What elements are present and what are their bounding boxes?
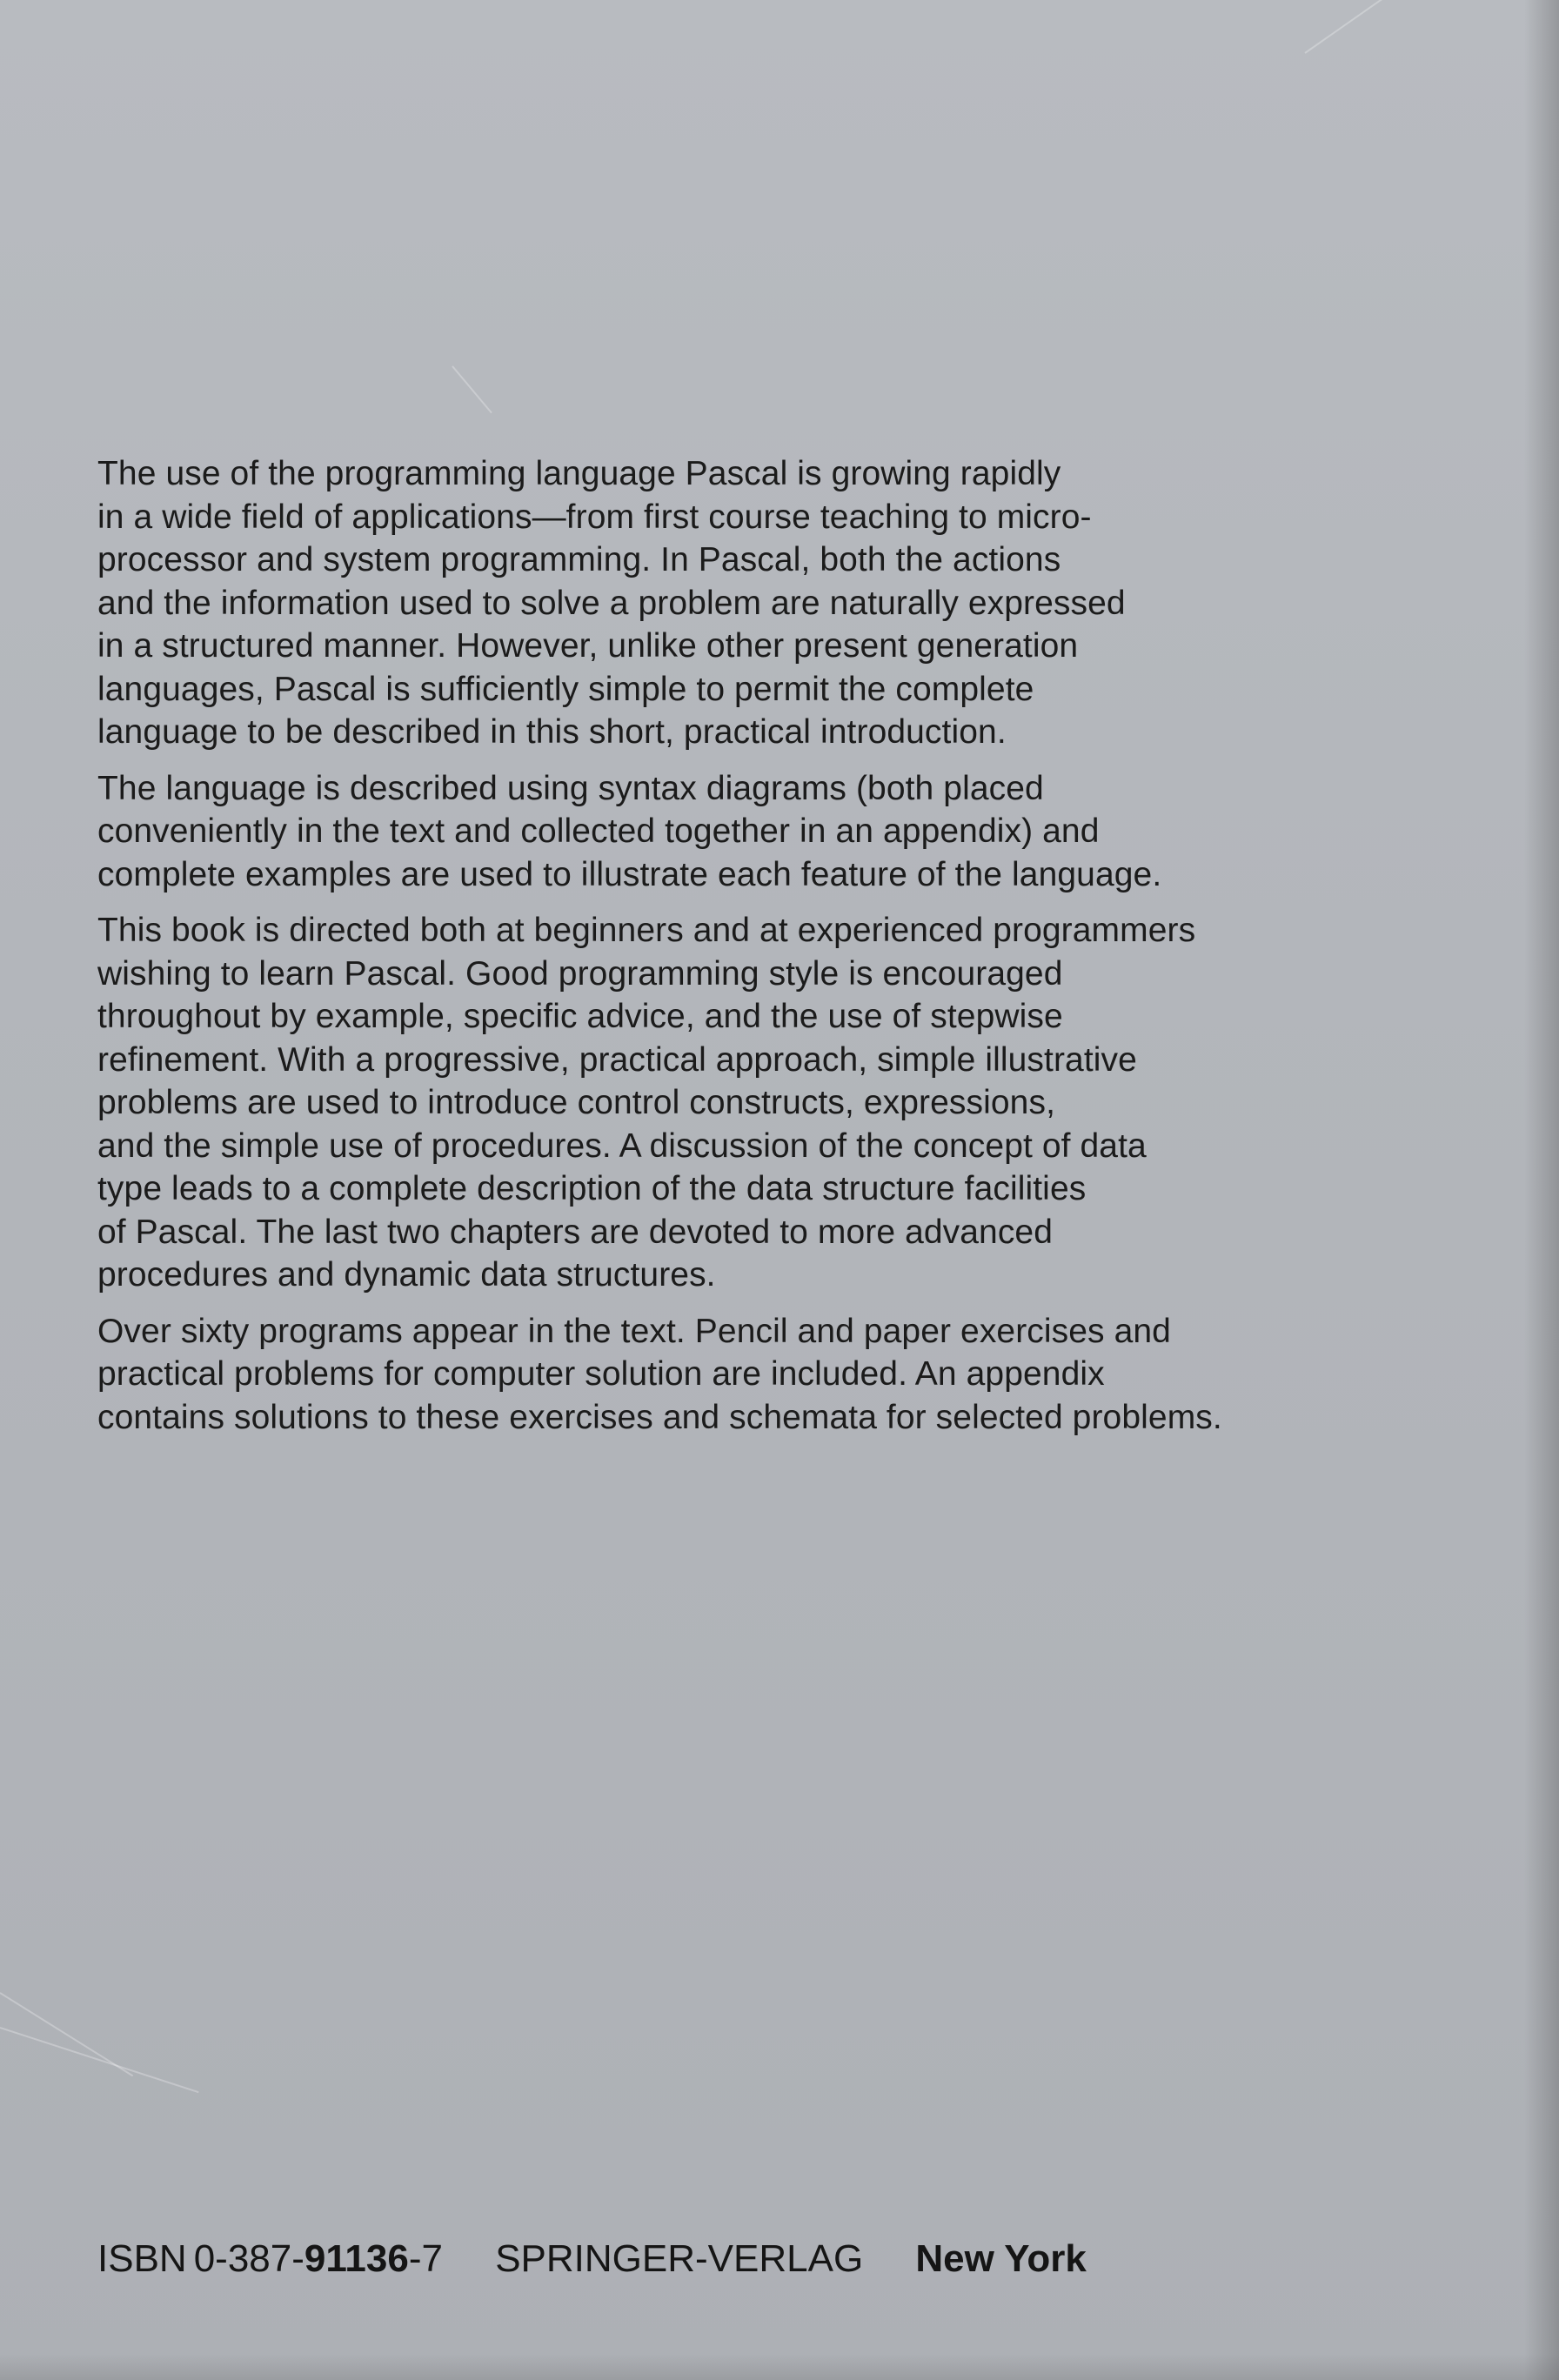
publisher-name: SPRINGER-VERLAG	[495, 2237, 864, 2280]
description-paragraph-3: This book is directed both at beginners and at experienced programmers wishing to learn Pascal. Good programming style is encouraged throughout by example, specific advice, and the use of stepwise refinement. With a progressive, practical approach, simple illustrative problems are used to introduce control constructs, expressions, and the simple use of procedures. A discussion of the concept of data type leads to a complete description of the data structure facilities of Pascal. The last two chapters are devoted to more advanced procedures and dynamic data structures.	[97, 912, 1196, 1294]
publisher-footer	[97, 2237, 1087, 2281]
description-paragraph-4: Over sixty programs appear in the text. Pencil and paper exercises and practical problems for computer solution are included. An appendix contains solutions to these exercises and schemata for selected problems.	[97, 1312, 1222, 1436]
publisher-city: New York	[915, 2237, 1087, 2280]
isbn-suffix: -7	[408, 2237, 443, 2280]
isbn-bold-part: 91136	[304, 2237, 409, 2280]
book-description	[97, 452, 1342, 1452]
paper-crease	[452, 365, 492, 413]
description-paragraph-2: The language is described using syntax diagrams (both placed conveniently in the text and collected together in an appendix) and complete examples are used to illustrate each feature of the language.	[97, 769, 1162, 893]
isbn-prefix: 0-387-	[193, 2237, 304, 2280]
worn-bottom-edge	[0, 2354, 1559, 2380]
description-paragraph-1: The use of the programming language Pascal is growing rapidly in a wide field of applications—from first course teaching to micro- processor and system programming. In Pascal, both the actions and the information used to solve a problem are naturally expressed in a structured manner. However, unlike other present generation languages, Pascal is sufficiently simple to permit the complete language to be described in this short, practical introduction.	[97, 455, 1126, 751]
worn-right-edge	[1524, 0, 1559, 2380]
paper-crease	[0, 2027, 199, 2093]
isbn-label: ISBN	[97, 2237, 187, 2280]
paper-crease	[1304, 0, 1390, 54]
